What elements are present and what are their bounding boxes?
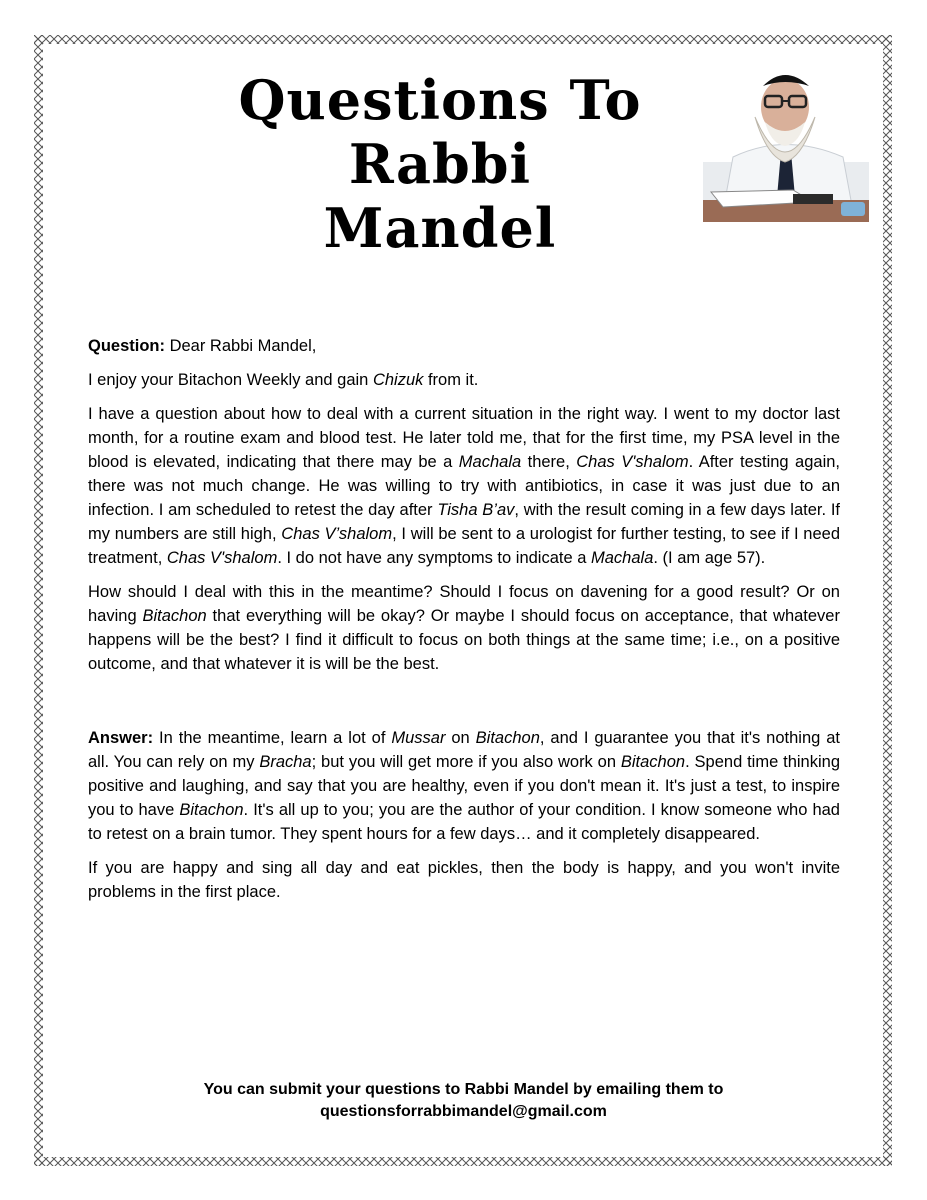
italic-term: Chizuk (372, 371, 424, 389)
rabbi-portrait-photo (703, 62, 869, 222)
footer-line-1: You can submit your questions to Rabbi Mandel by emailing them to (203, 1081, 724, 1098)
text-run: , and I guarantee you that it's nothing at all. You can rely on my (88, 729, 840, 771)
text-run: , with the result coming in a few days later. If my numbers are still high, (88, 501, 840, 543)
italic-term: Machala (458, 453, 522, 471)
text-run: . Spend time thinking positive and laughing, and say that you are healthy, even if you don't mean it. It's just a test, to inspire you to have (88, 753, 840, 819)
italic-term: Mussar (391, 729, 446, 747)
italic-term: Machala (591, 549, 654, 567)
contact-email: questionsforrabbimandel@gmail.com (320, 1103, 607, 1120)
title-line-2: Rabbi (348, 132, 532, 196)
article-body (88, 334, 840, 914)
italic-term: Bracha (259, 753, 312, 771)
text-run: I enjoy your Bitachon Weekly and gain (88, 371, 373, 389)
text-run: . I do not have any symptoms to indicate a (277, 549, 591, 567)
text-run: on (445, 729, 476, 747)
section-spacer (88, 686, 840, 726)
italic-term: Bitachon (179, 801, 244, 819)
text-run: How should I deal with this in the meantime? Should I focus on davening for a good result? Or on having (88, 583, 840, 625)
italic-term: Bitachon (620, 753, 686, 771)
text-run: from it. (423, 371, 479, 389)
text-run: In the meantime, learn a lot of (153, 729, 392, 747)
text-run: I have a question about how to deal with a current situation in the right way. I went to my doctor last month, for a routine exam and blood test. He later told me, that for the first time, my PSA level in the blood is elevated, indicating that there may be a (88, 405, 840, 471)
italic-term: Chas V'shalom (576, 453, 689, 471)
question-paragraph-2 (88, 402, 840, 570)
italic-term: Bitachon (475, 729, 540, 747)
question-paragraph-1 (88, 368, 840, 392)
title-line-1: Questions To (238, 68, 642, 132)
text-run: . It's all up to you; you are the author of your condition. I know someone who had to retest on a brain tumor. They spent hours for a few days… and it completely disappeared. (88, 801, 840, 843)
answer-paragraph-2: If you are happy and sing all day and eat pickles, then the body is happy, and you won't invite problems in the first place. (88, 859, 840, 901)
text-run: there, (521, 453, 577, 471)
text-run: ; but you will get more if you also work on (311, 753, 621, 771)
italic-term: Bitachon (142, 607, 207, 625)
text-run: , I will be sent to a urologist for further testing, to see if I need treatment, (88, 525, 840, 567)
title-line-3: Mandel (323, 196, 557, 260)
page-title (190, 68, 690, 260)
question-label: Question: (88, 337, 165, 355)
question-greeting (88, 334, 840, 358)
submission-footer (100, 1079, 827, 1123)
italic-term: Chas V’shalom (281, 525, 393, 543)
answer-paragraph-1 (88, 726, 840, 846)
italic-term: Chas V'shalom (166, 549, 278, 567)
question-greeting-text: Dear Rabbi Mandel, (165, 337, 317, 355)
text-run: . (I am age 57). (653, 549, 766, 567)
question-paragraph-3 (88, 580, 840, 676)
text-run: that everything will be okay? Or maybe I should focus on acceptance, that whatever happens will be the best? I find it difficult to focus on both things at the same time; i.e., on a positive outcome, and that whatever it is will be the best. (88, 607, 840, 673)
answer-label: Answer: (88, 729, 154, 747)
text-run: . After testing again, there was not much change. He was willing to try with antibiotics, in case it was just due to an infection. I am scheduled to retest the day after (88, 453, 840, 519)
italic-term: Tisha B’av (437, 501, 515, 519)
